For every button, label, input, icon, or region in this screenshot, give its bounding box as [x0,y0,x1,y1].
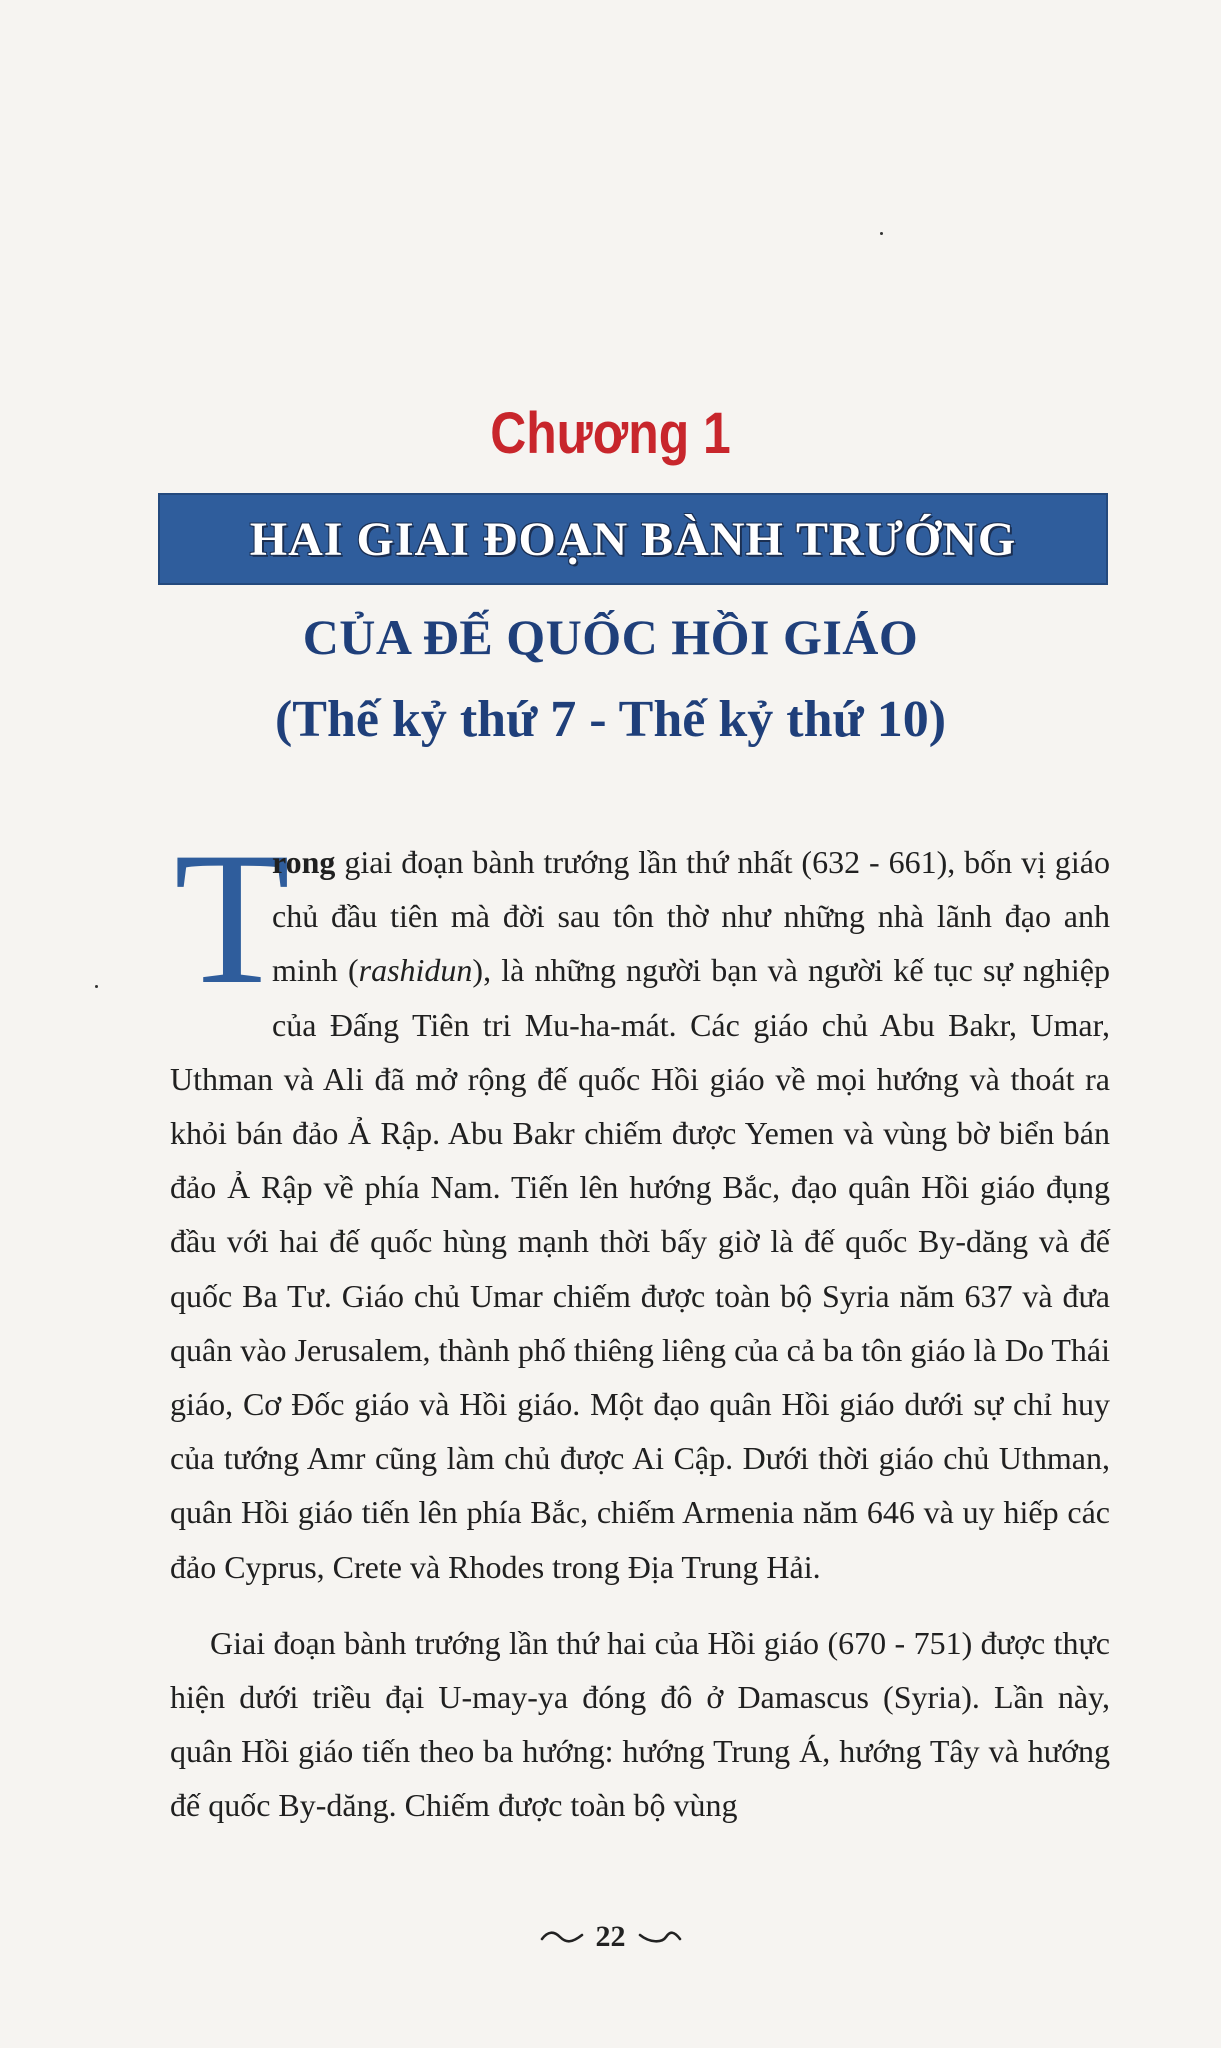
lead-word: rong [272,844,336,880]
chapter-label: Chương 1 [490,401,731,466]
chapter-title-banner [158,493,1108,585]
paragraph-2: Giai đoạn bành trướng lần thứ hai của Hồi giáo (670 - 751) được thực hiện dưới triều đại U-may-ya đóng đô ở Damascus (Syria). Lần này, quân Hồi giáo tiến theo ba hướng: hướng Trung Á, hướng Tây và hướng đế quốc By-dăng. Chiếm được toàn bộ vùng [170,1624,1110,1824]
right-swash-ornament [638,1929,682,1945]
chapter-title-line1: HAI GIAI ĐOẠN BÀNH TRƯỚNG [249,512,1017,566]
chapter-title-line2: CỦA ĐẾ QUỐC HỒI GIÁO [302,609,919,665]
body-text [170,814,1111,1833]
italic-term: rashidun [358,952,473,989]
print-speck [95,985,98,988]
chapter-subtitle-period: (Thế kỷ thứ 7 - Thế kỷ thứ 10) [274,691,947,748]
print-speck [880,232,883,235]
paragraph-1-text-b: ), là những người bạn và người kế tục sự nghiệp của Đấng Tiên tri Mu-ha-mát. Các giáo chủ Abu Bakr, Umar, Uthman và Ali đã mở rộng đế quốc Hồi giáo về mọi hướng và thoát ra khỏi bán đảo Ả Rập. Abu Bakr chiếm được Yemen và vùng bờ biển bán đảo Ả Rập về phía Nam. Tiến lên hướng Bắc, đạo quân Hồi giáo đụng đầu với hai đế quốc hùng mạnh thời bấy giờ là đế quốc By-dăng và đế quốc Ba Tư. Giáo chủ Umar chiếm được toàn bộ Syria năm 637 và đưa quân vào Jerusalem, thành phố thiêng liêng của cả ba tôn giáo là Do Thái giáo, Cơ Đốc giáo và Hồi giáo. Một đạo quân Hồi giáo dưới sự chỉ huy của tướng Amr cũng làm chủ được Ai Cập. Dưới thời giáo chủ Uthman, quân Hồi giáo tiến lên phía Bắc, chiếm Armenia năm 646 và uy hiếp các đảo Cyprus, Crete và Rhodes trong Địa Trung Hải. [170,952,1111,1585]
left-swash-ornament [540,1929,584,1945]
paragraph-1-text-a: giai đoạn bành trướng lần thứ nhất (632 - 661), bốn vị giáo chủ đầu tiên mà đời sau tôn thờ như những nhà lãnh đạo anh minh ( [272,844,1110,989]
drop-cap: T [174,814,291,1024]
paragraph-1 [170,814,1111,1594]
page-footer [0,1920,1221,1954]
page-number: 22 [595,1920,626,1953]
